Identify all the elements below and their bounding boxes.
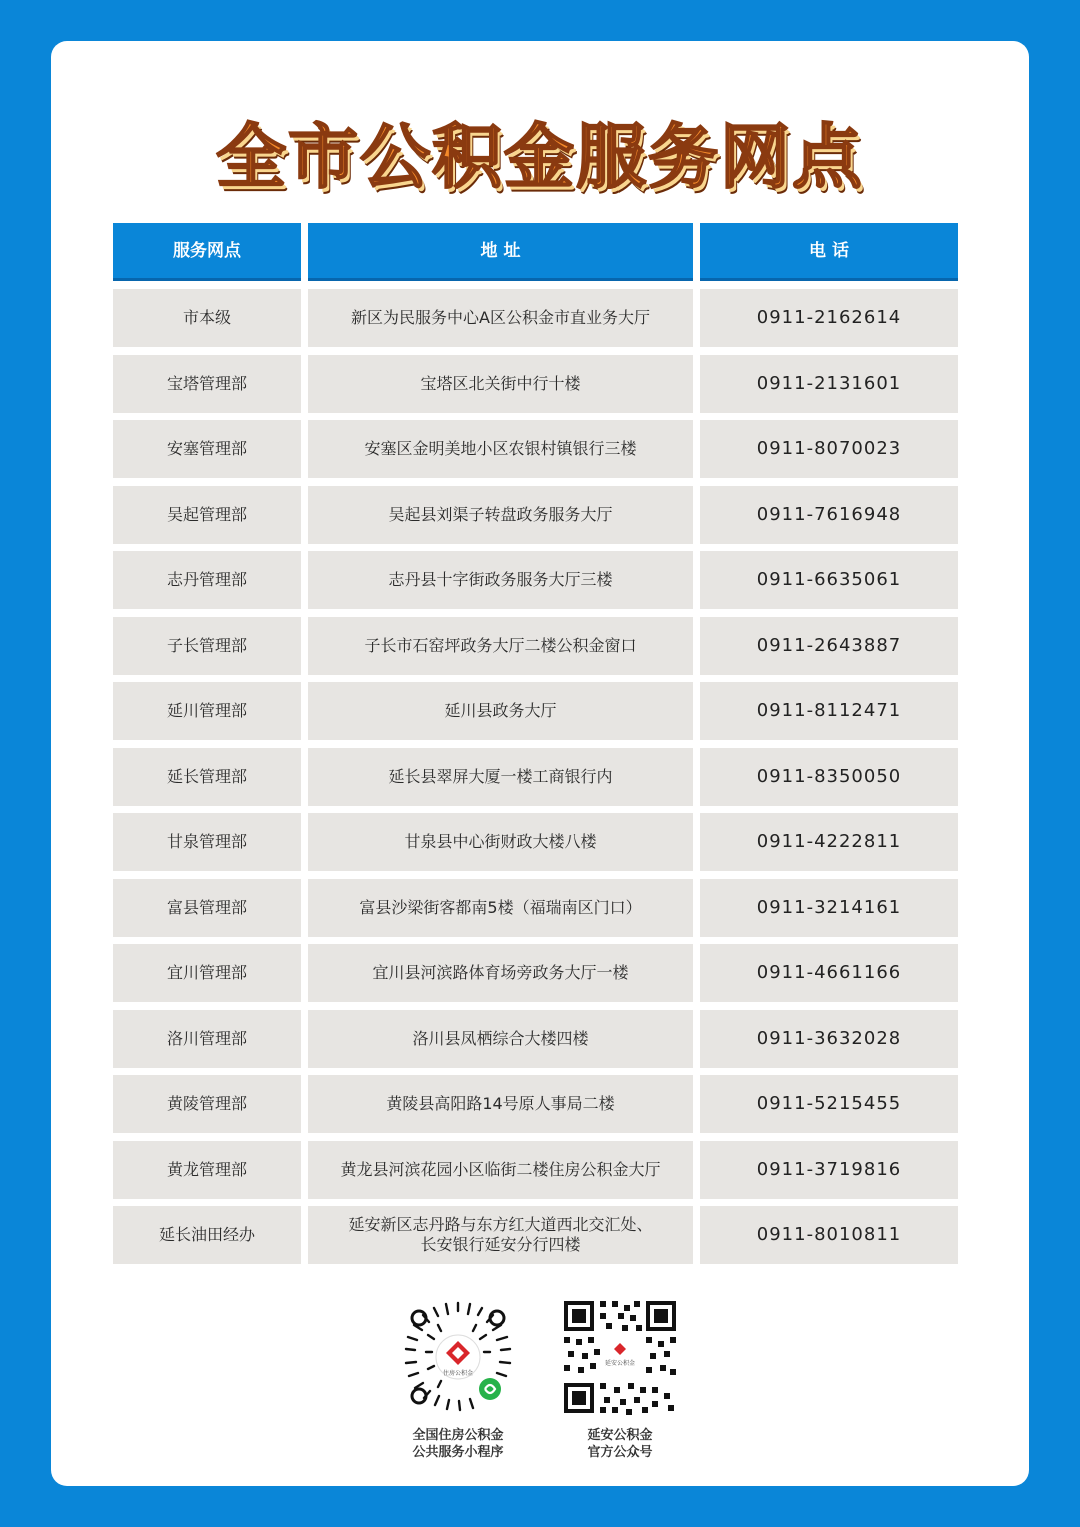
row-name: 子长管理部 <box>113 617 301 675</box>
row-name: 市本级 <box>113 289 301 347</box>
row-phone: 0911-8010811 <box>700 1206 958 1264</box>
row-name: 安塞管理部 <box>113 420 301 478</box>
table-row <box>113 1206 958 1264</box>
row-name: 黄陵管理部 <box>113 1075 301 1133</box>
row-name: 延川管理部 <box>113 682 301 740</box>
row-phone: 0911-7616948 <box>700 486 958 544</box>
mini-program-caption-line1: 全国住房公积金 <box>412 1428 504 1443</box>
row-name: 宝塔管理部 <box>113 355 301 413</box>
official-account-logo-text: 延安公积金 <box>604 1360 636 1367</box>
header-phone: 电 话 <box>700 223 958 281</box>
row-address: 黄陵县高阳路14号原人事局二楼 <box>308 1075 693 1133</box>
row-phone: 0911-4222811 <box>700 813 958 871</box>
row-name: 黄龙管理部 <box>113 1141 301 1199</box>
row-name: 吴起管理部 <box>113 486 301 544</box>
row-address: 宝塔区北关街中行十楼 <box>308 355 693 413</box>
mini-program-caption-line2: 公共服务小程序 <box>412 1445 504 1460</box>
row-phone: 0911-8070023 <box>700 420 958 478</box>
row-phone: 0911-5215455 <box>700 1075 958 1133</box>
table-row <box>113 1010 958 1068</box>
row-address: 吴起县刘渠子转盘政务服务大厅 <box>308 486 693 544</box>
row-address: 甘泉县中心街财政大楼八楼 <box>308 813 693 871</box>
row-phone: 0911-2162614 <box>700 289 958 347</box>
qr-code-icon[interactable] <box>560 1297 680 1417</box>
row-address: 洛川县凤栖综合大楼四楼 <box>308 1010 693 1068</box>
row-phone: 0911-2643887 <box>700 617 958 675</box>
table-row <box>113 879 958 937</box>
row-address-line: 延安新区志丹路与东方红大道西北交汇处、 <box>348 1215 653 1234</box>
table-header <box>113 223 958 281</box>
row-address: 黄龙县河滨花园小区临街二楼住房公积金大厅 <box>308 1141 693 1199</box>
mini-program-logo-text: 住房公积金 <box>442 1370 474 1377</box>
official-account-caption-line2: 官方公众号 <box>587 1445 653 1460</box>
row-name: 延长管理部 <box>113 748 301 806</box>
table-row <box>113 289 958 347</box>
row-address: 安塞区金明美地小区农银村镇银行三楼 <box>308 420 693 478</box>
row-phone: 0911-8350050 <box>700 748 958 806</box>
row-phone: 0911-3632028 <box>700 1010 958 1068</box>
table-row <box>113 486 958 544</box>
row-address: 子长市石窑坪政务大厅二楼公积金窗口 <box>308 617 693 675</box>
row-name: 宜川管理部 <box>113 944 301 1002</box>
row-phone: 0911-3214161 <box>700 879 958 937</box>
row-name: 延长油田经办 <box>113 1206 301 1264</box>
table-row <box>113 682 958 740</box>
row-phone: 0911-6635061 <box>700 551 958 609</box>
row-address: 富县沙梁街客都南5楼（福瑞南区门口） <box>308 879 693 937</box>
table-row <box>113 1075 958 1133</box>
row-address <box>308 1206 693 1264</box>
mini-program-qr-block <box>383 1297 533 1461</box>
row-phone: 0911-4661166 <box>700 944 958 1002</box>
row-address: 新区为民服务中心A区公积金市直业务大厅 <box>308 289 693 347</box>
table-row <box>113 355 958 413</box>
row-name: 志丹管理部 <box>113 551 301 609</box>
official-account-qr-block <box>545 1297 695 1461</box>
table-row <box>113 748 958 806</box>
header-address: 地 址 <box>308 223 693 281</box>
row-address: 宜川县河滨路体育场旁政务大厅一楼 <box>308 944 693 1002</box>
table-row <box>113 813 958 871</box>
row-address: 志丹县十字街政务服务大厅三楼 <box>308 551 693 609</box>
mini-program-caption <box>383 1427 533 1461</box>
row-phone: 0911-2131601 <box>700 355 958 413</box>
service-table <box>113 223 958 1272</box>
row-name: 洛川管理部 <box>113 1010 301 1068</box>
table-row <box>113 617 958 675</box>
table-row <box>113 420 958 478</box>
official-account-caption <box>545 1427 695 1461</box>
header-name: 服务网点 <box>113 223 301 281</box>
row-name: 甘泉管理部 <box>113 813 301 871</box>
table-row <box>113 551 958 609</box>
row-address-line: 长安银行延安分行四楼 <box>420 1235 581 1254</box>
row-address: 延长县翠屏大厦一楼工商银行内 <box>308 748 693 806</box>
row-address: 延川县政务大厅 <box>308 682 693 740</box>
table-row <box>113 1141 958 1199</box>
row-phone: 0911-3719816 <box>700 1141 958 1199</box>
row-name: 富县管理部 <box>113 879 301 937</box>
mini-program-code-icon[interactable] <box>398 1297 518 1417</box>
table-row <box>113 944 958 1002</box>
page-title: 全市公积金服务网点 <box>216 116 864 198</box>
official-account-caption-line1: 延安公积金 <box>587 1428 653 1443</box>
row-phone: 0911-8112471 <box>700 682 958 740</box>
